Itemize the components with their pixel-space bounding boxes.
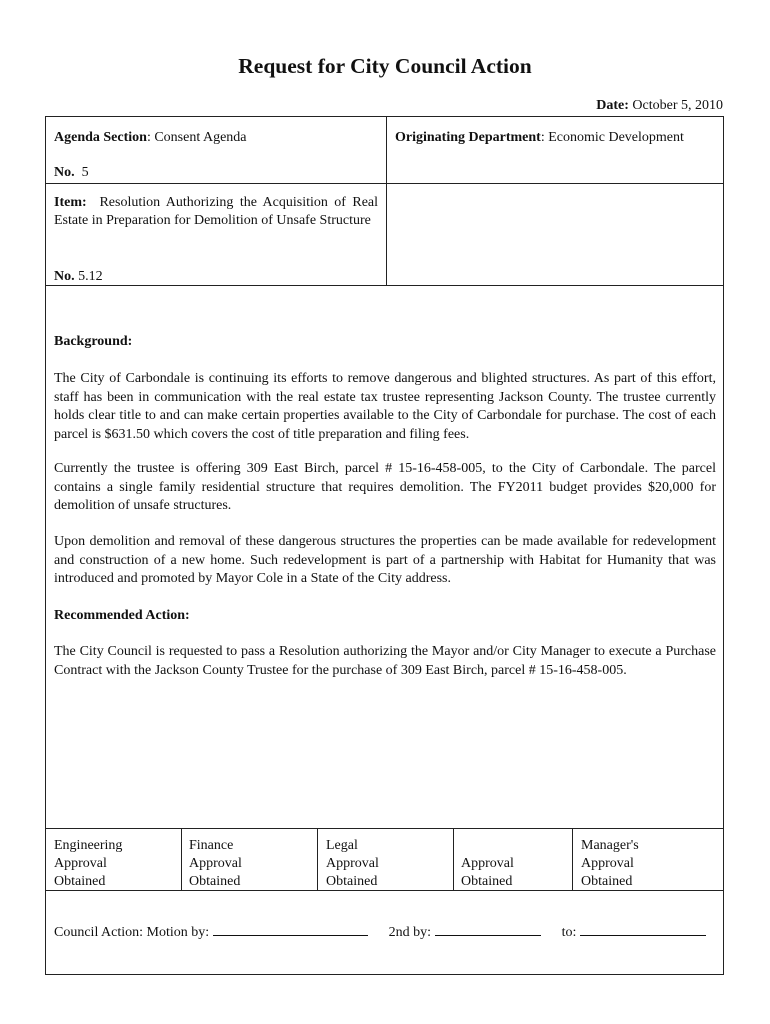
agenda-no-label: No. bbox=[54, 165, 75, 180]
approval-status: Approval bbox=[54, 856, 107, 871]
background-paragraph: Currently the trustee is offering 309 East Birch, parcel # 15-16-458-005, to the City of Carbondale. The parcel contains a single family residential structure that requires demolition. The FY2011 budget provides $20,000 for demolition of unsafe structures. bbox=[54, 461, 716, 513]
department-value: Economic Development bbox=[548, 130, 684, 145]
agenda-no-value: 5 bbox=[81, 165, 89, 180]
column-divider bbox=[453, 828, 454, 890]
approval-status: Approval bbox=[189, 856, 242, 871]
background-paragraph: The City of Carbondale is continuing its efforts to remove dangerous and blighted structures. As part of this effort, staff has been in communication with the real estate tax trustee representing Jackson County. The trustee currently holds clear title to and can make certain properties available to the City of Carbondale for purchase. The cost of each parcel is $631.50 which covers the cost of title preparation and filing fees. bbox=[54, 371, 716, 442]
item-number bbox=[54, 268, 103, 286]
approval-status: Approval bbox=[326, 856, 379, 871]
page-title: Request for City Council Action bbox=[238, 54, 532, 78]
approval-name: Finance bbox=[189, 838, 234, 853]
department-label: Originating Department bbox=[395, 130, 541, 145]
second-label: 2nd by: bbox=[388, 925, 432, 940]
council-action-line bbox=[54, 921, 716, 941]
approval-name: Manager's bbox=[581, 838, 639, 853]
recommended-paragraph: The City Council is requested to pass a Resolution authorizing the Mayor and/or City Manager to execute a Purchase Contract with the Jackson County Trustee for the purchase of 309 East Birch, parcel # 15-16-458-005. bbox=[54, 644, 716, 678]
approval-unnamed bbox=[461, 837, 514, 891]
date-line bbox=[596, 98, 723, 114]
agenda-label: Agenda Section bbox=[54, 130, 147, 145]
approval-finance bbox=[189, 837, 242, 891]
motion-by-field[interactable] bbox=[213, 921, 368, 936]
row-divider bbox=[46, 828, 723, 829]
approval-manager bbox=[581, 837, 639, 891]
agenda-number bbox=[54, 164, 89, 182]
column-divider bbox=[572, 828, 573, 890]
approval-name bbox=[461, 837, 514, 855]
background-paragraph: Upon demolition and removal of these dangerous structures the properties can be made available for redevelopment and construction of a new home. Such redevelopment is part of a partnership with Habitat for Humanity that was introduced and promoted by Mayor Cole in a State of the City address. bbox=[54, 534, 716, 586]
row-divider bbox=[46, 183, 723, 184]
column-divider bbox=[317, 828, 318, 890]
recommended-heading: Recommended Action: bbox=[54, 608, 190, 623]
item-value: Resolution Authorizing the Acquisition of Real Estate in Preparation for Demolition of Unsafe Structure bbox=[54, 195, 379, 228]
item-no-value: 5.12 bbox=[78, 269, 103, 284]
date-value: October 5, 2010 bbox=[632, 98, 723, 113]
approval-obtained: Obtained bbox=[189, 874, 241, 889]
approval-name: Engineering bbox=[54, 838, 123, 853]
approval-name: Legal bbox=[326, 838, 358, 853]
approval-status: Approval bbox=[461, 856, 514, 871]
to-field[interactable] bbox=[580, 921, 706, 936]
item-label: Item: bbox=[54, 195, 87, 210]
originating-department: Originating Department: Economic Development bbox=[395, 130, 684, 145]
approval-obtained: Obtained bbox=[461, 874, 513, 889]
item-description bbox=[54, 194, 378, 230]
background-heading: Background: bbox=[54, 334, 133, 349]
approval-obtained: Obtained bbox=[326, 874, 378, 889]
item-no-label: No. bbox=[54, 269, 75, 284]
agenda-section: Agenda Section: Consent Agenda bbox=[54, 130, 247, 145]
approval-obtained: Obtained bbox=[54, 874, 106, 889]
to-label: to: bbox=[561, 925, 577, 940]
agenda-value: Consent Agenda bbox=[154, 130, 247, 145]
approval-engineering bbox=[54, 837, 122, 891]
approval-legal bbox=[326, 837, 379, 891]
approval-status: Approval bbox=[581, 856, 634, 871]
form-frame bbox=[45, 116, 724, 975]
date-label: Date: bbox=[596, 98, 629, 113]
row-divider bbox=[46, 285, 723, 286]
motion-label: Council Action: Motion by: bbox=[54, 925, 210, 940]
second-by-field[interactable] bbox=[435, 921, 541, 936]
column-divider bbox=[181, 828, 182, 890]
approval-obtained: Obtained bbox=[581, 874, 633, 889]
column-divider bbox=[386, 117, 387, 285]
